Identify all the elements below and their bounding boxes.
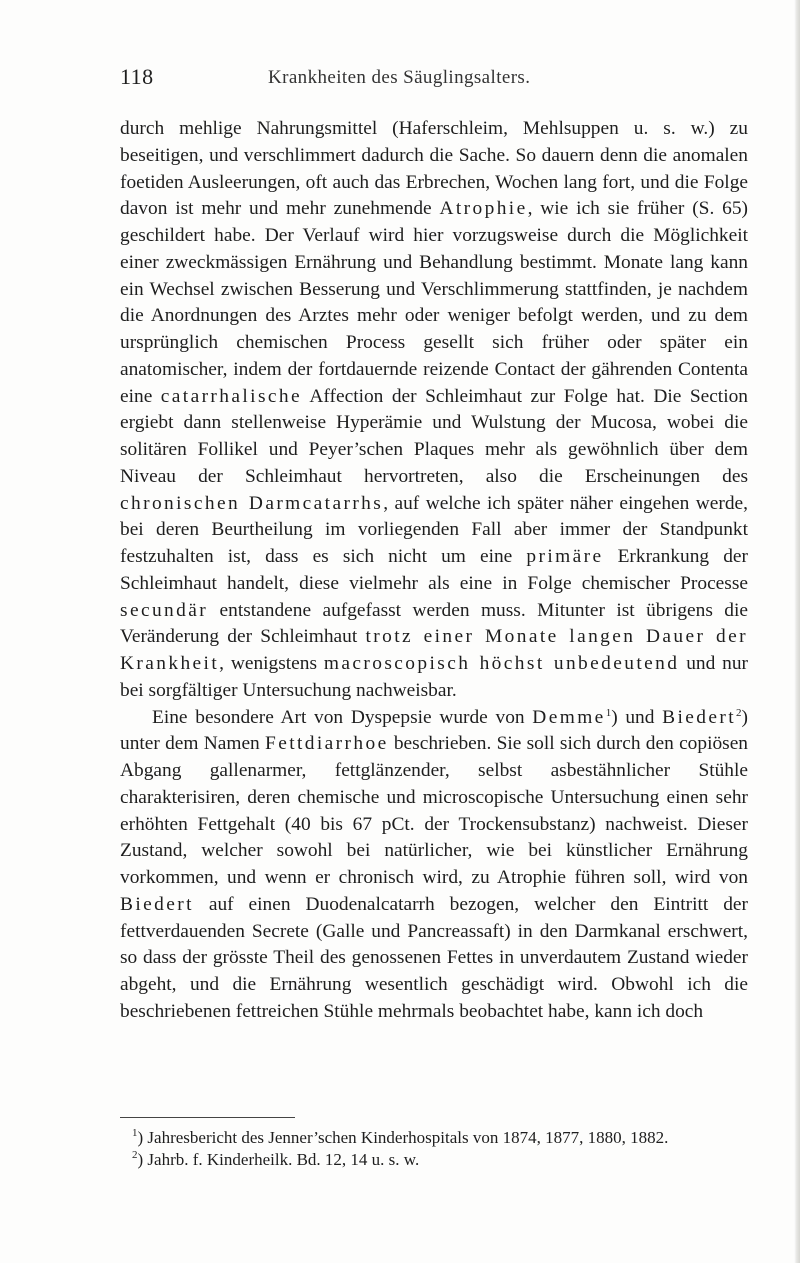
footnote-1 — [120, 1127, 748, 1149]
footnote-ref-2[interactable]: 2 — [736, 706, 742, 719]
body-text — [120, 116, 748, 1026]
text-run: Eine besondere Art von Dyspepsie wurde von — [152, 706, 533, 728]
emphasis-spaced: primäre — [526, 546, 604, 567]
text-run: , wenigstens — [219, 653, 324, 674]
page-number: 118 — [120, 64, 154, 89]
emphasis-spaced: chronischen Darmcatarrhs — [120, 492, 384, 514]
text-run: durch mehlige Nahrungsmittel (Haferschleim, Mehlsuppen u. s. w.) zu beseitigen, und verschlimmert dadurch die Sache. So dauern denn die anomalen foetiden Ausleerungen, oft auch das Erbrechen, Wochen lang fort, und die Folge davon ist mehr und mehr zunehmende — [120, 118, 748, 220]
footnote-text: ) Jahrb. f. Kinderheilk. Bd. 12, 14 u. s. w. — [137, 1150, 420, 1169]
footnote-mark: 1 — [132, 1127, 138, 1139]
text-run: , wie ich sie früher (S. 65) geschildert habe. Der Verlauf wird hier vorzugsweise durch die Möglichkeit einer zweckmässigen Ernährung und Behandlung bestimmt. Monate lang kann ein Wechsel zwischen Besserung und Verschlimmerung stattfinden, je nachdem die Anordnungen des Arztes mehr oder weniger befolgt werden, und zu dem ursprünglich chemischen Process gesellt sich früher oder später ein anatomischer, indem der fortdauernde reizende Contact der gährenden Contenta eine — [120, 198, 748, 407]
footnote-text: ) Jahresbericht des Jenner’schen Kinderhospitals von 1874, 1877, 1880, 1882. — [137, 1128, 669, 1147]
text-run: beschrieben. Sie soll sich durch den copiösen Abgang gallenarmer, fettglänzender, selbst asbestähnlicher Stühle charakterisiren, deren chemische und microscopische Untersuchung einen sehr erhöhten Fettgehalt (40 bis 67 pCt. der Trockensubstanz) nachweist. Dieser Zustand, welcher sowohl bei natürlicher, wie bei künstlicher Ernährung vorkommen, und wenn er chronisch wird, zu Atrophie führen soll, wird von — [120, 733, 748, 888]
author-name-biedert: Biedert — [662, 706, 737, 728]
text-run: auf einen Duodenalcatarrh bezogen, welcher den Eintritt der fettverdauenden Secrete (Galle und Pancreassaft) in den Darmkanal erschwert, so dass der grösste Theil des genossenen Fettes in unverdautem Zustand wieder abgeht, und die Ernährung wesentlich geschädigt wird. Obwohl ich die beschriebenen fettreichen Stühle mehrmals beobachtet habe, kann ich doch — [120, 893, 748, 1022]
text-run: Erkrankung der Schleimhaut handelt, diese vielmehr als eine in Folge chemischer Processe — [120, 546, 748, 594]
footnote-mark: 2 — [132, 1149, 138, 1161]
text-run: ) unter dem Namen — [120, 706, 748, 755]
page-header — [120, 64, 720, 94]
paragraph-1 — [120, 116, 748, 705]
text-run: und nur bei sorgfältiger Untersuchung nachweisbar. — [120, 653, 748, 701]
footnote-2 — [120, 1149, 748, 1171]
footnote-ref-1[interactable]: 1 — [605, 706, 612, 719]
page-edge-shadow — [794, 0, 800, 1263]
emphasis-spaced: Atrophie — [439, 198, 528, 220]
footnote-divider — [120, 1117, 295, 1118]
emphasis-spaced: catarrhalische — [160, 385, 303, 407]
text-run: Affection der Schleimhaut zur Folge hat. Die Section ergiebt dann stellenweise Hyperämie und Wulstung der Mucosa, wobei die solitären Follikel und Peyer’schen Plaques mehr als gewöhnlich über dem Niveau der Schleimhaut hervortreten, also die Erscheinungen des — [120, 385, 748, 487]
emphasis-spaced: secundär — [120, 599, 209, 621]
author-name-demme: Demme — [532, 706, 606, 728]
running-title: Krankheiten des Säuglingsalters. — [268, 67, 531, 88]
text-run: , auf welche ich später näher eingehen werde, bei deren Beurtheilung im vorliegenden Fall aber immer der Standpunkt festzuhalten ist, dass es sich nicht um eine — [120, 492, 748, 567]
author-name-biedert: Biedert — [120, 893, 194, 915]
text-run: entstandene aufgefasst werden muss. Mitunter ist übrigens die Veränderung der Schleimhaut — [120, 599, 748, 648]
text-run: ) und — [611, 706, 663, 728]
paragraph-2 — [120, 705, 748, 1026]
emphasis-spaced: trotz einer Monate langen Dauer der Krankheit — [120, 626, 748, 674]
emphasis-spaced: macroscopisch höchst unbedeutend — [323, 653, 680, 674]
emphasis-spaced: Fettdiarrhoe — [265, 733, 389, 755]
footnotes — [120, 1127, 748, 1171]
